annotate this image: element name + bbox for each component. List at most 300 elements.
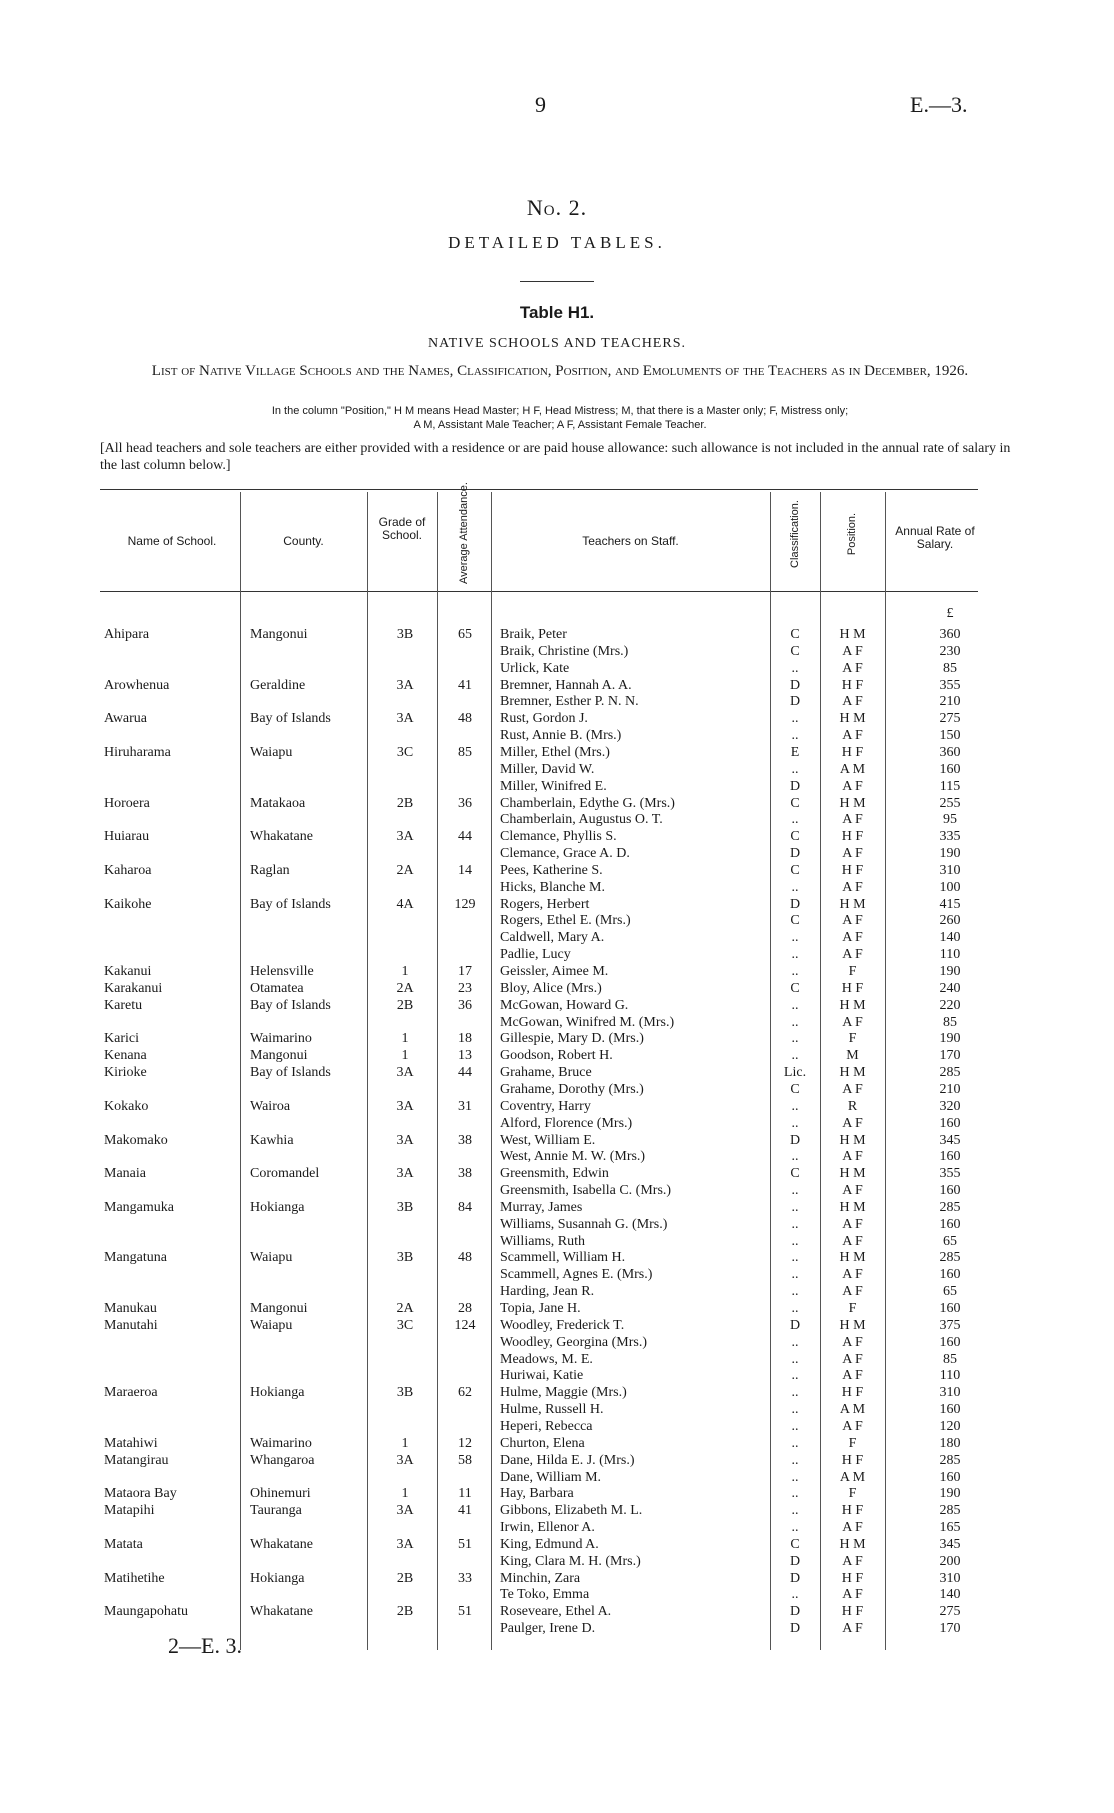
classification: .. [791, 1351, 799, 1367]
school-grade: 3C [396, 1317, 414, 1333]
annual-salary: 345 [939, 1536, 961, 1552]
position: A F [842, 1334, 863, 1350]
classification: D [789, 1317, 801, 1333]
annual-salary: 85 [943, 660, 957, 676]
explanation-line: A M, Assistant Male Teacher; A F, Assistant Female Teacher. [413, 419, 707, 431]
annual-salary: 220 [939, 997, 961, 1013]
annual-salary: 160 [939, 1334, 961, 1350]
average-attendance: 51 [458, 1536, 472, 1552]
teacher-name: Hicks, Blanche M. [500, 879, 605, 895]
position: A F [842, 913, 863, 929]
header-school: Name of School. [127, 534, 217, 548]
table-row [0, 1452, 1114, 1469]
classification: .. [791, 930, 799, 946]
classification: .. [791, 1250, 799, 1266]
annual-salary: 190 [939, 964, 961, 979]
teacher-name: Bremner, Esther P. N. N. [500, 694, 639, 710]
position: A F [842, 1587, 863, 1603]
teacher-name: King, Clara M. H. (Mrs.) [500, 1553, 641, 1569]
teacher-name: Murray, James [500, 1199, 583, 1215]
explanation-line: In the column "Position," H M means Head Master; H F, Head Mistress; M, that there is a Master only; F, Mistress only; [271, 405, 849, 417]
table-row [0, 1435, 1114, 1452]
school-name: Matahiwi [104, 1435, 158, 1451]
school-name: Kaharoa [104, 862, 152, 878]
position: A F [842, 1014, 863, 1030]
position: A M [839, 1402, 866, 1418]
table-row [0, 1570, 1114, 1587]
annual-salary: 285 [939, 1065, 961, 1081]
table-row [0, 1030, 1114, 1047]
school-grade: 3B [396, 1385, 414, 1401]
position: H M [839, 627, 866, 642]
school-name: Karici [104, 1031, 139, 1047]
classification: E [790, 744, 800, 760]
table-row [0, 912, 1114, 929]
county-name: Tauranga [250, 1503, 302, 1519]
position: A F [842, 1115, 863, 1131]
table-row [0, 1334, 1114, 1351]
position: A F [842, 812, 863, 828]
school-grade: 3B [396, 1199, 414, 1215]
classification: D [789, 778, 801, 794]
classification: D [789, 677, 801, 693]
school-grade: 2B [396, 1604, 414, 1620]
position: A F [842, 1149, 863, 1165]
classification: D [789, 846, 801, 862]
position: H M [839, 896, 866, 912]
annual-salary: 285 [939, 1452, 961, 1468]
school-name: Kokako [104, 1098, 149, 1114]
average-attendance: 36 [458, 795, 472, 811]
table-row [0, 963, 1114, 980]
teacher-name: West, William E. [500, 1132, 596, 1148]
table-row [0, 1081, 1114, 1098]
table-row [0, 643, 1114, 660]
classification: D [789, 1132, 801, 1148]
teacher-name: Braik, Peter [500, 627, 567, 642]
annual-salary: 160 [939, 761, 961, 777]
section-title: DETAILED TABLES. [448, 233, 666, 252]
classification: .. [791, 728, 799, 744]
classification: .. [791, 1301, 799, 1316]
annual-salary: 310 [939, 862, 961, 878]
teacher-name: Alford, Florence (Mrs.) [500, 1115, 633, 1131]
table-row [0, 761, 1114, 778]
classification: .. [791, 879, 799, 895]
average-attendance: 48 [458, 711, 472, 727]
classification: C [790, 913, 800, 929]
position: H F [841, 744, 864, 760]
teacher-name: Gibbons, Elizabeth M. L. [500, 1503, 643, 1519]
teacher-name: Dane, William M. [500, 1469, 602, 1485]
school-name: Maungapohatu [104, 1604, 188, 1620]
teacher-name: Coventry, Harry [500, 1098, 591, 1114]
table-row [0, 1233, 1114, 1250]
header-county: County. [283, 534, 324, 548]
classification: D [789, 1570, 801, 1586]
annual-salary: 120 [939, 1418, 961, 1434]
table-row [0, 929, 1114, 946]
school-name: Manukau [104, 1301, 157, 1316]
school-name: Mangatuna [104, 1250, 167, 1266]
table-row [0, 946, 1114, 963]
county-name: Mangonui [250, 1048, 308, 1064]
school-name: Mataora Bay [104, 1486, 177, 1502]
county-name: Raglan [250, 862, 290, 878]
position: R [847, 1098, 858, 1114]
classification: C [790, 643, 800, 659]
teacher-name: Bremner, Hannah A. A. [500, 677, 632, 693]
position: A F [842, 1216, 863, 1232]
annual-salary: 170 [939, 1621, 961, 1637]
table-row [0, 896, 1114, 913]
table-row [0, 1603, 1114, 1620]
table-row [0, 811, 1114, 828]
position-explanation [100, 404, 1020, 432]
teacher-name: Roseveare, Ethel A. [500, 1604, 612, 1620]
annual-salary: 115 [939, 778, 961, 794]
position: H F [841, 829, 864, 845]
school-name: Horoera [104, 795, 150, 811]
school-name: Manutahi [104, 1317, 158, 1333]
county-name: Helensville [250, 964, 314, 979]
position: H M [839, 1065, 866, 1081]
table-row [0, 1401, 1114, 1418]
county-name: Mangonui [250, 1301, 308, 1316]
annual-salary: 190 [939, 846, 961, 862]
teacher-name: Urlick, Kate [500, 660, 570, 676]
classification: .. [791, 1418, 799, 1434]
position: A M [839, 761, 866, 777]
county-name: Geraldine [250, 677, 306, 693]
annual-salary: 320 [939, 1098, 961, 1114]
classification: Lic. [783, 1065, 807, 1081]
county-name: Whakatane [250, 1536, 313, 1552]
table-row [0, 1283, 1114, 1300]
position: F [848, 964, 857, 979]
classification: C [790, 627, 800, 642]
classification: C [790, 1536, 800, 1552]
school-grade: 1 [401, 1048, 409, 1064]
classification: C [790, 1081, 800, 1097]
teacher-name: Dane, Hilda E. J. (Mrs.) [500, 1452, 635, 1468]
annual-salary: 160 [939, 1216, 961, 1232]
annual-salary: 140 [939, 1587, 961, 1603]
classification: .. [791, 1199, 799, 1215]
school-grade: 1 [401, 1486, 409, 1502]
school-name: Matangirau [104, 1452, 169, 1468]
county-name: Kawhia [250, 1132, 294, 1148]
annual-salary: 160 [939, 1115, 961, 1131]
county-name: Whangaroa [250, 1452, 315, 1468]
annual-salary: 345 [939, 1132, 961, 1148]
position: F [848, 1435, 857, 1451]
teacher-name: Heperi, Rebecca [500, 1418, 593, 1434]
average-attendance: 85 [458, 744, 472, 760]
classification: .. [791, 1368, 799, 1384]
classification: .. [791, 997, 799, 1013]
school-grade: 3A [396, 829, 414, 845]
teacher-name: King, Edmund A. [500, 1536, 599, 1552]
position: A F [842, 778, 863, 794]
classification: .. [791, 1284, 799, 1300]
annual-salary: 140 [939, 930, 961, 946]
teacher-name: Woodley, Georgina (Mrs.) [500, 1334, 648, 1350]
position: F [848, 1031, 857, 1047]
classification: D [789, 694, 801, 710]
position: H F [841, 980, 864, 996]
county-name: Waiapu [250, 1317, 293, 1333]
teacher-name: Geissler, Aimee M. [500, 964, 609, 979]
position: A F [842, 643, 863, 659]
teacher-name: Caldwell, Mary A. [500, 930, 605, 946]
position: H F [841, 1452, 864, 1468]
annual-salary: 210 [939, 1081, 961, 1097]
position: H M [839, 1317, 866, 1333]
annual-salary: 285 [939, 1503, 961, 1519]
table-row [0, 1519, 1114, 1536]
annual-salary: 375 [939, 1317, 961, 1333]
position: H M [839, 1250, 866, 1266]
county-name: Bay of Islands [250, 711, 331, 727]
teacher-name: Pees, Katherine S. [500, 862, 603, 878]
position: A F [842, 1351, 863, 1367]
teacher-name: Goodson, Robert H. [500, 1048, 613, 1064]
table-row [0, 1132, 1114, 1149]
table-row [0, 1586, 1114, 1603]
annual-salary: 160 [939, 1402, 961, 1418]
average-attendance: 44 [458, 1065, 472, 1081]
table-row [0, 1351, 1114, 1368]
teacher-name: McGowan, Howard G. [500, 997, 629, 1013]
county-name: Bay of Islands [250, 896, 331, 912]
teacher-name: Grahame, Bruce [500, 1065, 592, 1081]
teacher-name: Padlie, Lucy [500, 947, 571, 963]
table-row [0, 1469, 1114, 1486]
average-attendance: 124 [454, 1317, 476, 1333]
table-row [0, 845, 1114, 862]
table-row [0, 1014, 1114, 1031]
position: H F [841, 1604, 864, 1620]
teacher-name: Paulger, Irene D. [500, 1621, 596, 1637]
classification: C [790, 829, 800, 845]
average-attendance: 17 [458, 964, 472, 979]
county-name: Mangonui [250, 627, 308, 642]
teacher-name: Topia, Jane H. [500, 1301, 581, 1316]
teacher-name: Rust, Annie B. (Mrs.) [500, 728, 622, 744]
average-attendance: 58 [458, 1452, 472, 1468]
table-row [0, 1502, 1114, 1519]
school-grade: 2A [396, 862, 414, 878]
average-attendance: 51 [458, 1604, 472, 1620]
classification: .. [791, 1452, 799, 1468]
table-row [0, 1182, 1114, 1199]
divider [520, 281, 594, 282]
annual-salary: 160 [939, 1149, 961, 1165]
school-grade: 1 [401, 1435, 409, 1451]
table-title: Table H1. [519, 303, 595, 322]
school-name: Makomako [104, 1132, 168, 1148]
position: H M [839, 1199, 866, 1215]
teacher-name: Greensmith, Isabella C. (Mrs.) [500, 1183, 672, 1199]
annual-salary: 285 [939, 1199, 961, 1215]
school-grade: 3A [396, 1132, 414, 1148]
annual-salary: 310 [939, 1570, 961, 1586]
annual-salary: 360 [939, 627, 961, 642]
annual-salary: 110 [939, 1368, 961, 1384]
teacher-name: Harding, Jean R. [500, 1284, 595, 1300]
average-attendance: 65 [458, 627, 472, 642]
classification: .. [791, 1385, 799, 1401]
annual-salary: 95 [943, 812, 957, 828]
table-row [0, 693, 1114, 710]
position: H M [839, 1166, 866, 1182]
classification: .. [791, 1014, 799, 1030]
school-grade: 3A [396, 677, 414, 693]
county-name: Whakatane [250, 829, 313, 845]
teacher-name: Huriwai, Katie [500, 1368, 584, 1384]
position: A F [842, 1520, 863, 1536]
section-number: No. 2. [526, 195, 588, 220]
teacher-name: McGowan, Winifred M. (Mrs.) [500, 1014, 675, 1030]
classification: .. [791, 1048, 799, 1064]
classification: .. [791, 1149, 799, 1165]
table-row [0, 980, 1114, 997]
position: A F [842, 660, 863, 676]
teacher-name: Irwin, Ellenor A. [500, 1520, 595, 1536]
average-attendance: 38 [458, 1132, 472, 1148]
position: H M [839, 795, 866, 811]
school-name: Mangamuka [104, 1199, 174, 1215]
school-name: Kenana [104, 1048, 147, 1064]
teacher-name: Clemance, Grace A. D. [500, 846, 630, 862]
classification: .. [791, 1503, 799, 1519]
average-attendance: 36 [458, 997, 472, 1013]
position: A F [842, 930, 863, 946]
school-name: Maraeroa [104, 1385, 158, 1401]
page-number: 9 [535, 92, 546, 117]
average-attendance: 41 [458, 1503, 472, 1519]
classification: .. [791, 711, 799, 727]
annual-salary: 165 [939, 1520, 961, 1536]
position: H F [841, 1503, 864, 1519]
list-title: List of Native Village Schools and the Names, Classification, Position, and Emoluments of the Teachers as in December, 1926. [151, 363, 969, 379]
classification: .. [791, 1216, 799, 1232]
classification: .. [791, 761, 799, 777]
teacher-name: Miller, Winifred E. [500, 778, 607, 794]
average-attendance: 14 [458, 862, 472, 878]
teacher-name: Meadows, M. E. [500, 1351, 593, 1367]
school-grade: 2B [396, 1570, 414, 1586]
table-row [0, 795, 1114, 812]
annual-salary: 100 [939, 879, 961, 895]
county-name: Hokianga [250, 1199, 305, 1215]
allowance-note: [All head teachers and sole teachers are either provided with a residence or are paid house allowance: such allowance is not included in the annual rate of salary in the last column below.] [100, 441, 1011, 473]
classification: .. [791, 1435, 799, 1451]
annual-salary: 190 [939, 1486, 961, 1502]
school-grade: 3A [396, 1536, 414, 1552]
teacher-name: Rust, Gordon J. [500, 711, 588, 727]
average-attendance: 129 [454, 896, 476, 912]
teacher-name: Chamberlain, Augustus O. T. [500, 812, 663, 828]
classification: .. [791, 1233, 799, 1249]
annual-salary: 255 [939, 795, 961, 811]
document-reference: E.—3. [910, 92, 968, 117]
position: H F [841, 1385, 864, 1401]
classification: .. [791, 1587, 799, 1603]
header-classification: Classification. [789, 500, 801, 568]
table-row [0, 1165, 1114, 1182]
position: A F [842, 947, 863, 963]
county-name: Waimarino [250, 1031, 312, 1047]
teacher-name: Hulme, Russell H. [500, 1402, 604, 1418]
classification: .. [791, 1402, 799, 1418]
position: A F [842, 1368, 863, 1384]
annual-salary: 85 [943, 1014, 957, 1030]
annual-salary: 65 [943, 1284, 957, 1300]
county-name: Coromandel [250, 1166, 320, 1182]
teacher-name: Miller, David W. [500, 761, 595, 777]
position: A F [842, 846, 863, 862]
classification: .. [791, 1267, 799, 1283]
table-row [0, 1367, 1114, 1384]
classification: C [790, 1166, 800, 1182]
position: H F [841, 862, 864, 878]
header-attendance: Average Attendance. [458, 482, 470, 584]
table-row [0, 1536, 1114, 1553]
annual-salary: 110 [939, 947, 961, 963]
annual-salary: 275 [939, 1604, 961, 1620]
annual-salary: 160 [939, 1301, 961, 1316]
school-grade: 2B [396, 795, 414, 811]
classification: .. [791, 947, 799, 963]
table-row [0, 828, 1114, 845]
table-row [0, 1148, 1114, 1165]
table-row [0, 1553, 1114, 1570]
classification: C [790, 795, 800, 811]
annual-salary: 180 [939, 1435, 961, 1451]
classification: .. [791, 1183, 799, 1199]
classification: D [789, 1604, 801, 1620]
school-grade: 3A [396, 1503, 414, 1519]
table-row [0, 862, 1114, 879]
school-grade: 3A [396, 1452, 414, 1468]
classification: C [790, 980, 800, 996]
annual-salary: 190 [939, 1031, 961, 1047]
position: A F [842, 1418, 863, 1434]
table-row [0, 710, 1114, 727]
teacher-name: Grahame, Dorothy (Mrs.) [500, 1081, 644, 1097]
teacher-name: Scammell, Agnes E. (Mrs.) [500, 1267, 653, 1283]
teacher-name: West, Annie M. W. (Mrs.) [500, 1149, 646, 1165]
table-row [0, 1199, 1114, 1216]
teacher-name: Hulme, Maggie (Mrs.) [500, 1385, 627, 1401]
position: H F [841, 1570, 864, 1586]
position: A F [842, 879, 863, 895]
position: H M [839, 1536, 866, 1552]
county-name: Waiapu [250, 1250, 293, 1266]
classification: .. [791, 1031, 799, 1047]
school-name: Kirioke [104, 1065, 147, 1081]
table-row [0, 1384, 1114, 1401]
table-subtitle: NATIVE SCHOOLS AND TEACHERS. [428, 336, 686, 351]
teacher-name: Bloy, Alice (Mrs.) [500, 980, 602, 996]
annual-salary: 240 [939, 980, 961, 996]
position: F [848, 1301, 857, 1316]
annual-salary: 260 [939, 913, 961, 929]
teacher-name: Gillespie, Mary D. (Mrs.) [500, 1031, 644, 1047]
table-row [0, 1047, 1114, 1064]
